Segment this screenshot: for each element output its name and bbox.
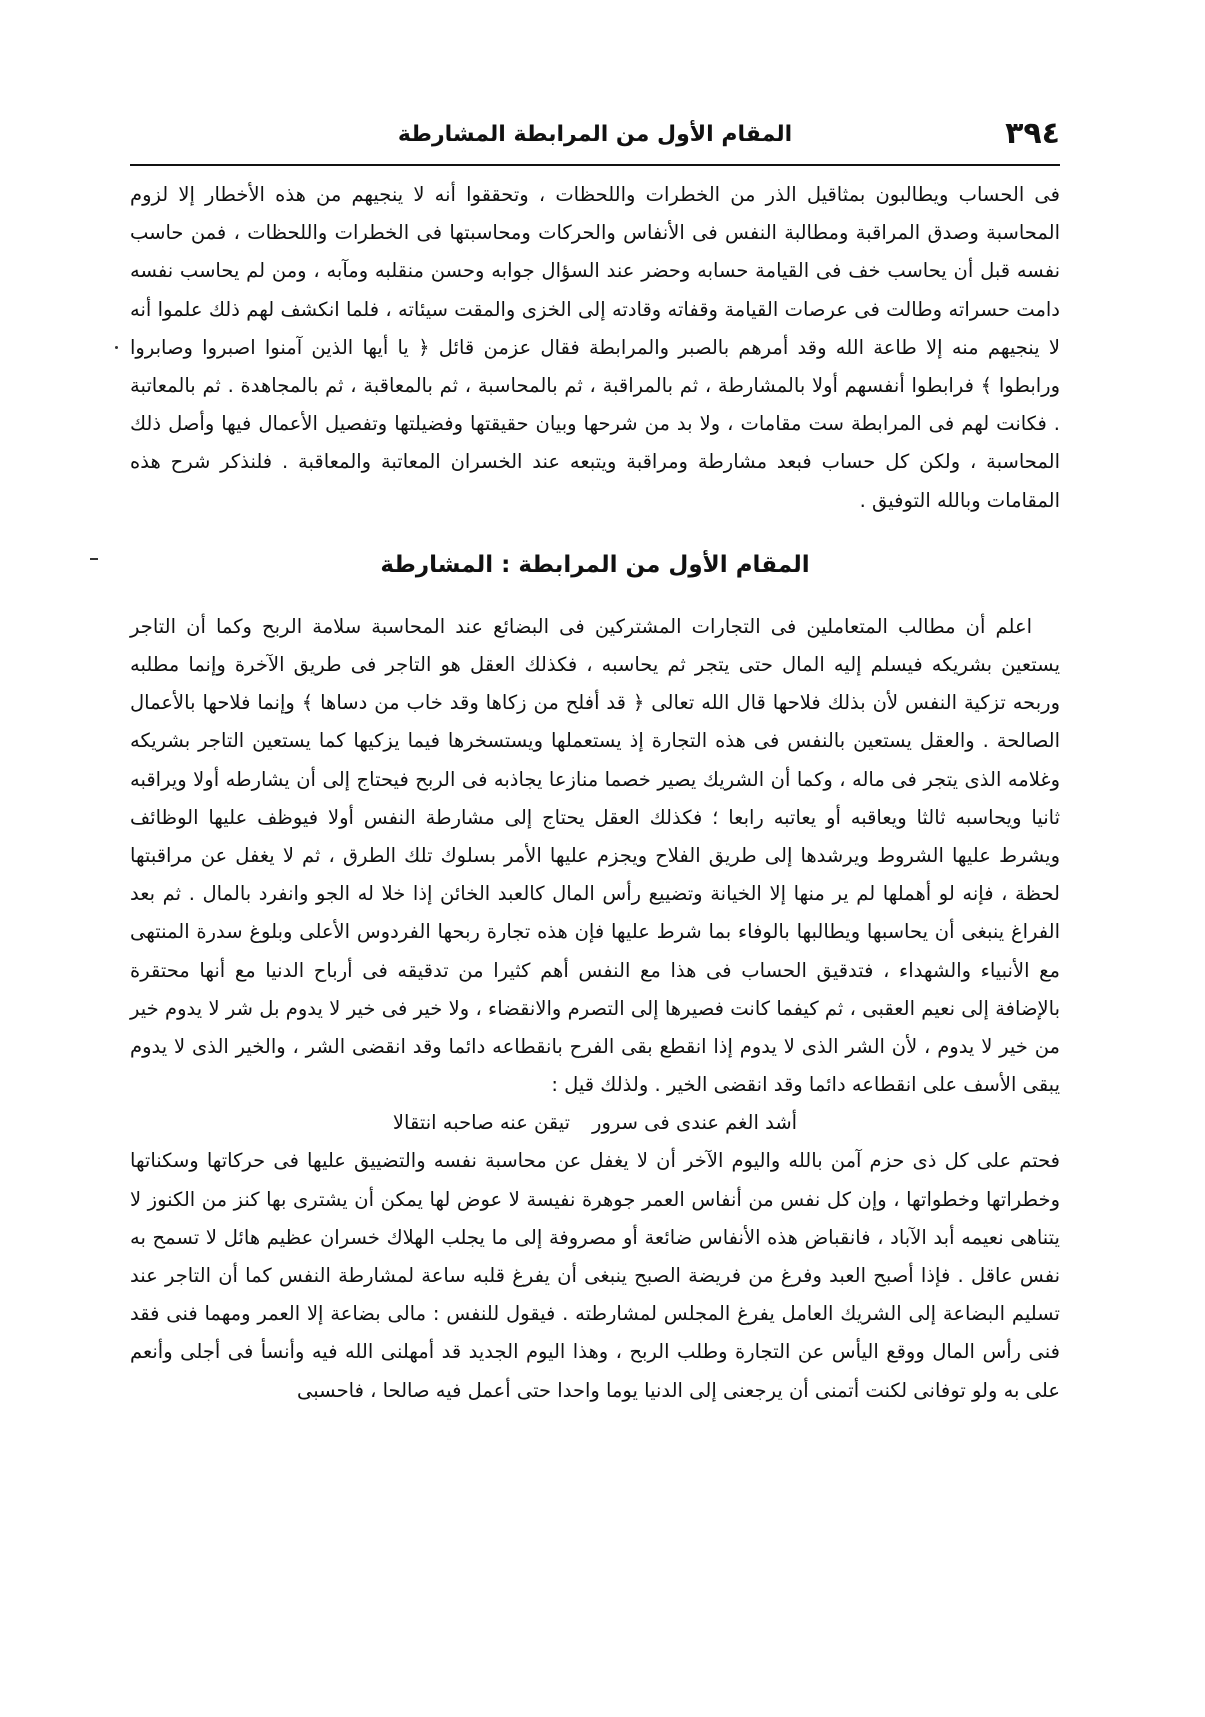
section-paragraph: اعلم أن مطالب المتعاملين فى التجارات المشتركين فى البضائع عند المحاسبة سلامة الربح وكما أن التاجر يستعين بشريكه فيسلم إليه المال حتى يتجر ثم يحاسبه ، فكذلك العقل هو التاجر فى طريق الآخرة وإنما مطلبه وربحه تزكية النفس لأن بذلك فلاحها قال الله تعالى ﴿ قد أفلح من زكاها وقد خاب من دساها ﴾ وإنما فلاحها بالأعمال الصالحة . والعقل يستعين بالنفس فى هذه التجارة إذ يستعملها ويستسخرها فيما يزكيها كما يستعين التاجر بشريكه وغلامه الذى يتجر فى ماله ، وكما أن الشريك يصير خصما منازعا يجاذبه فى الربح فيحتاج إلى أن يشارطه أولا ويراقبه ثانيا ويحاسبه ثالثا ويعاقبه أو يعاتبه رابعا ؛ فكذلك العقل يحتاج إلى مشارطة النفس أولا فيوظف عليها الوظائف ويشرط عليها الشروط ويرشدها إلى طريق الفلاح ويجزم عليها الأمر بسلوك تلك الطرق ، ثم لا يغفل عن مراقبتها لحظة ، فإنه لو أهملها لم ير منها إلا الخيانة وتضييع رأس المال كالعبد الخائن إذا خلا له الجو وانفرد بالمال . ثم بعد الفراغ ينبغى أن يحاسبها ويطالبها بالوفاء بما شرط عليها فإن هذه تجارة ربحها الفردوس الأعلى وبلوغ سدرة المنتهى مع الأنبياء والشهداء ، فتدقيق الحساب فى هذا مع النفس أهم كثيرا من تدقيقه فى أرباح الدنيا مع أنها محتقرة بالإضافة إلى نعيم العقبى ، ثم كيفما كانت فصيرها إلى التصرم والانقضاء ، ولا خير فى خير لا يدوم بل شر لا يدوم خير من خير لا يدوم ، لأن الشر الذى لا يدوم إذا انقطع بقى الفرح بانقطاعه دائما وقد انقضى الشر ، والخير الذى لا يدوم يبقى الأسف على انقطاعه دائما وقد انقضى الخير . ولذلك قيل : xyxy=(130,614,1060,1097)
verse-hemistich-2: تيقن عنه صاحبه انتقالا xyxy=(392,1111,571,1135)
page-header xyxy=(130,112,1060,166)
poetry-verse xyxy=(130,1104,1060,1142)
section-heading: المقام الأول من المرابطة : المشارطة xyxy=(380,551,810,578)
book-page xyxy=(130,112,1060,1692)
running-title: المقام الأول من المرابطة المشارطة xyxy=(397,122,793,147)
margin-mark xyxy=(115,346,118,349)
intro-paragraph: فى الحساب ويطالبون بمثاقيل الذر من الخطرات واللحظات ، وتحققوا أنه لا ينجيهم من هذه الأخطار إلا لزوم المحاسبة وصدق المراقبة ومطالبة النفس فى الأنفاس والحركات ومحاسبتها فى الخطرات واللحظات ، فمن حاسب نفسه قبل أن يحاسب خف فى القيامة حسابه وحضر عند السؤال جوابه وحسن منقلبه ومآبه ، ومن لم يحاسب نفسه دامت حسراته وطالت فى عرصات القيامة وقفاته وقادته إلى الخزى والمقت سيئاته ، فلما انكشف لهم ذلك علموا أنه لا ينجيهم منه إلا طاعة الله وقد أمرهم بالصبر والمرابطة فقال عزمن قائل ﴿ يا أيها الذين آمنوا اصبروا وصابروا ورابطوا ﴾ فرابطوا أنفسهم أولا بالمشارطة ، ثم بالمراقبة ، ثم بالمحاسبة ، ثم بالمعاقبة ، ثم بالمجاهدة . ثم بالمعاتبة . فكانت لهم فى المرابطة ست مقامات ، ولا بد من شرحها وبيان حقيقتها وفضيلتها وتفصيل الأعمال فيها وأصل ذلك المحاسبة ، ولكن كل حساب فبعد مشارطة ومراقبة ويتبعه عند الخسران المعاتبة والمعاقبة . فلنذكر شرح هذه المقامات وبالله التوفيق . xyxy=(130,183,1060,512)
page-number: ٣٩٤ xyxy=(1005,116,1060,151)
verse-hemistich-1: أشد الغم عندى فى سرور xyxy=(592,1111,798,1135)
margin-mark xyxy=(90,558,98,560)
closing-paragraph: فحتم على كل ذى حزم آمن بالله واليوم الآخر أن لا يغفل عن محاسبة نفسه والتضييق عليها فى حركاتها وسكناتها وخطراتها وخطواتها ، وإن كل نفس من أنفاس العمر جوهرة نفيسة لا عوض لها يمكن أن يشترى بها كنز من الكنوز لا يتناهى نعيمه أبد الآباد ، فانقباض هذه الأنفاس ضائعة أو مصروفة إلى ما يجلب الهلاك خسران عظيم هائل لا تسمح به نفس عاقل . فإذا أصبح العبد وفرغ من فريضة الصبح ينبغى أن يفرغ قلبه ساعة لمشارطة النفس كما أن التاجر عند تسليم البضاعة إلى الشريك العامل يفرغ المجلس لمشارطته . فيقول للنفس : مالى بضاعة إلا العمر ومهما فنى فقد فنى رأس المال ووقع اليأس عن التجارة وطلب الربح ، وهذا اليوم الجديد قد أمهلنى الله فيه وأنسأ فى أجلى وأنعم على به ولو توفانى لكنت أتمنى أن يرجعنى إلى الدنيا يوما واحدا حتى أعمل فيه صالحا ، فاحسبى xyxy=(130,1149,1060,1402)
